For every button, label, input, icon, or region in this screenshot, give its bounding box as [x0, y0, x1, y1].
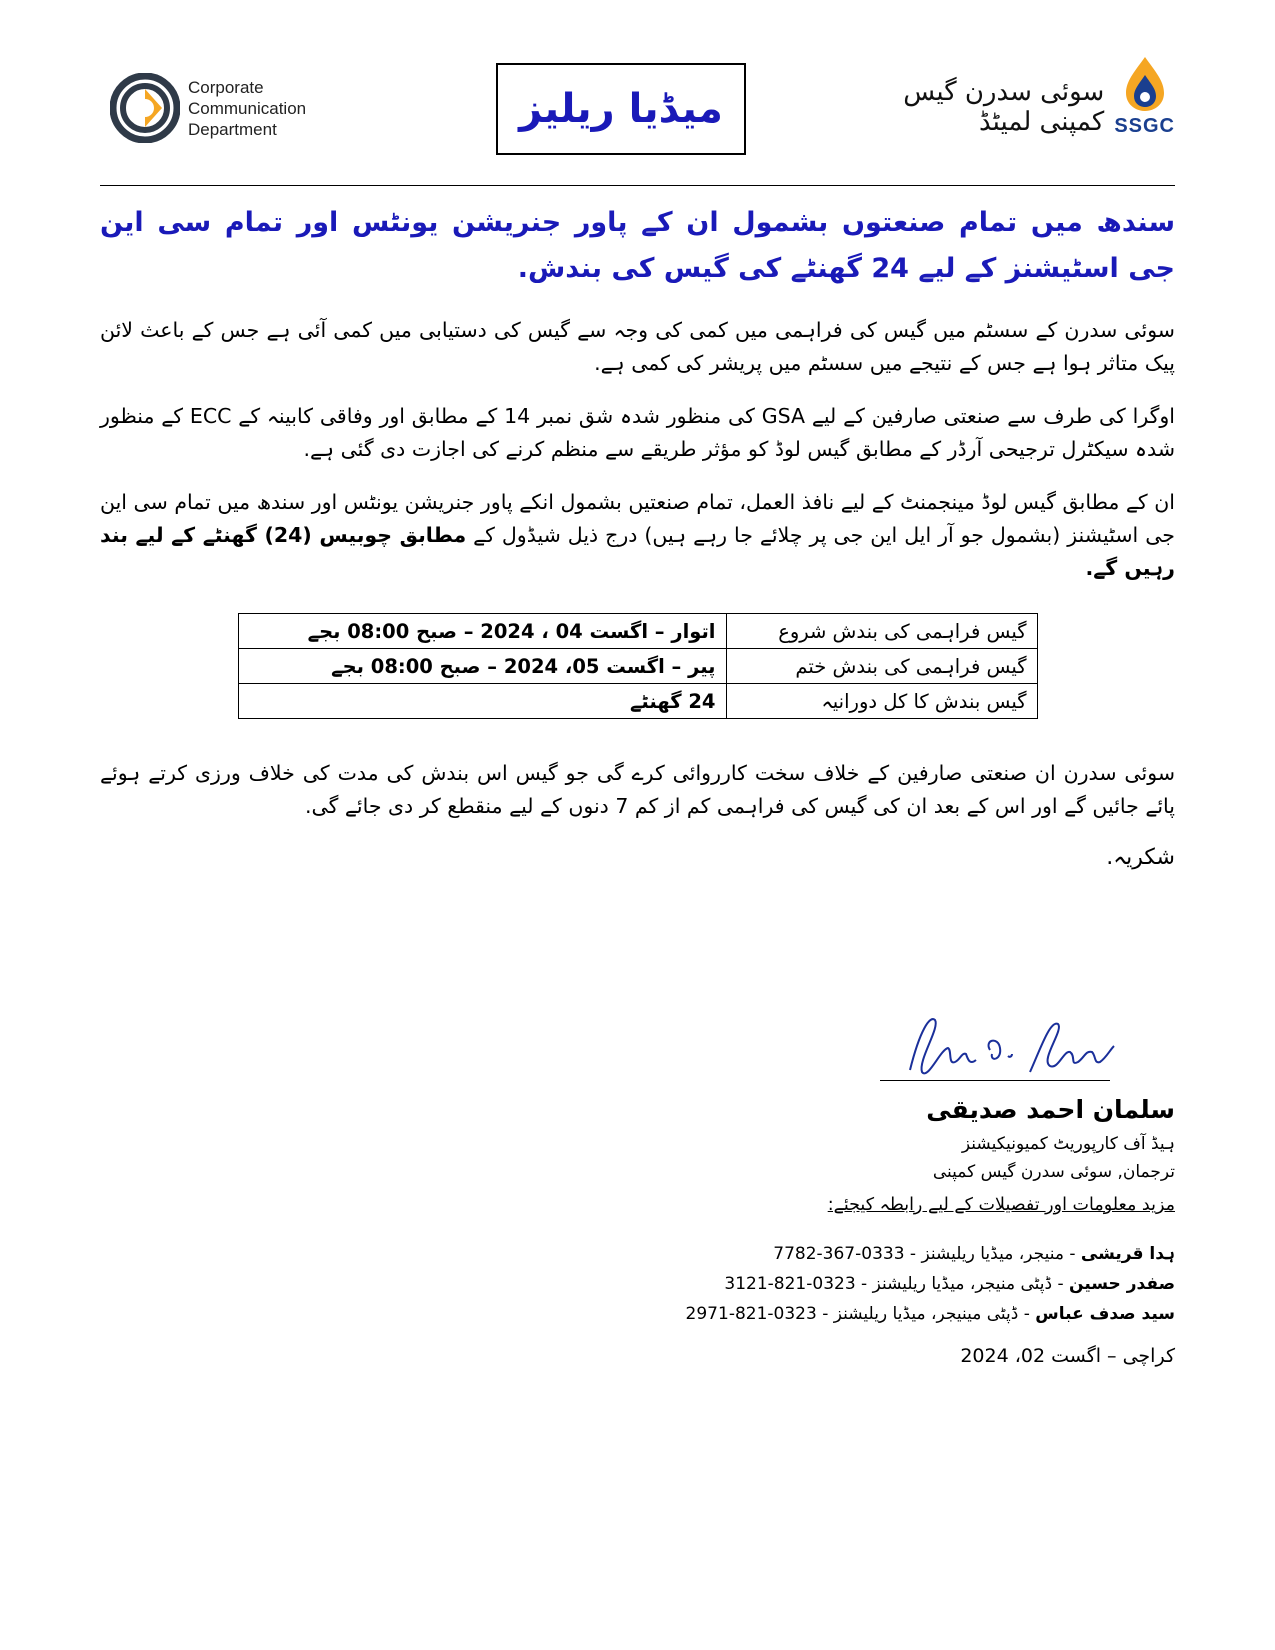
dateline: کراچی – اگست 02، 2024 [960, 1345, 1175, 1367]
contact-details: - ڈپٹی مینیجر، میڈیا ریلیشنز - 0323-821-2971 [685, 1304, 1036, 1324]
contact-details: - منیجر، میڈیا ریلیشنز - 0333-367-7782 [773, 1244, 1081, 1264]
schedule-value: اتوار – اگست 04 ، 2024 – صبح 08:00 بجے [238, 614, 726, 649]
paragraph-3 [100, 486, 1175, 585]
ccd-logo [110, 73, 306, 143]
contact-name: ہدا قریشی [1080, 1244, 1175, 1264]
letterhead [100, 55, 1175, 165]
schedule-table [238, 613, 1038, 719]
dept-line-2: Communication [188, 98, 307, 118]
closing-thanks: شکریہ. [1106, 845, 1175, 870]
contact-name: سید صدف عباس [1035, 1304, 1175, 1324]
list-item [686, 1269, 1175, 1299]
flame-icon [1120, 55, 1170, 113]
signatory-title-2: ترجمان, سوئی سدرن گیس کمپنی [932, 1162, 1175, 1182]
company-urdu-line-1: سوئی سدرن گیس [903, 77, 1105, 107]
company-urdu-line-2: کمپنی لمیٹڈ [978, 107, 1105, 137]
list-item [686, 1239, 1175, 1269]
press-release-body [100, 200, 1175, 870]
schedule-label: گیس فراہمی کی بندش شروع [726, 614, 1037, 649]
schedule-label: گیس بندش کا کل دورانیہ [726, 684, 1037, 719]
paragraph-4: سوئی سدرن ان صنعتی صارفین کے خلاف سخت کارروائی کرے گی جو گیس اس بندش کی مدت کی خلاف ورزی کرتے ہوئے پائے جائیں گے اور اس کے بعد ان کی گیس کی فراہمی کم از کم 7 دنوں کے لیے منقطع کر دی جائے گی. [100, 761, 1175, 818]
contact-name: صفدر حسین [1069, 1274, 1175, 1294]
dept-line-3: Department [188, 119, 277, 139]
signatory-block [926, 1090, 1175, 1186]
list-item [686, 1299, 1175, 1329]
media-release-box [496, 63, 746, 155]
table-row [238, 649, 1037, 684]
paragraph-3-bold: مطابق چوبیس (24) گھنٹے کے لیے بند رہیں گے. [100, 523, 1175, 580]
signatory-title-1: ہیڈ آف کارپوریٹ کمیونیکیشنز [961, 1134, 1175, 1154]
header-divider [100, 185, 1175, 186]
table-row [238, 684, 1037, 719]
paragraph-3-text: ان کے مطابق گیس لوڈ مینجمنٹ کے لیے نافذ العمل، تمام صنعتیں بشمول انکے پاور جنریشن یونٹس اور سندھ میں تمام سی این جی اسٹیشنز (بشمول جو آر ایل این جی پر چلائے جا رہے ہیں) درج ذیل شیڈول کے [100, 490, 1175, 547]
signature-underline [880, 1080, 1110, 1081]
ssgc-logo [903, 55, 1175, 138]
paragraph-1: سوئی سدرن کے سسٹم میں گیس کی فراہمی میں کمی کی وجہ سے گیس کی دستیابی میں کمی آئی ہے جس کے باعث لائن پیک متاثر ہوا ہے جس کے نتیجے میں سسٹم میں پریشر کی کمی ہے. [100, 318, 1175, 375]
schedule-label: گیس فراہمی کی بندش ختم [726, 649, 1037, 684]
ccd-emblem-icon [110, 73, 180, 143]
contacts-heading: مزید معلومات اور تفصیلات کے لیے رابطہ کیجئے: [827, 1195, 1175, 1215]
company-abbr: SSGC [1114, 115, 1175, 137]
headline: سندھ میں تمام صنعتوں بشمول ان کے پاور جنریشن یونٹس اور تمام سی این جی اسٹیشنز کے لیے 24 گھنٹے کی گیس کی بندش. [100, 207, 1175, 284]
schedule-value: پیر – اگست 05، 2024 – صبح 08:00 بجے [238, 649, 726, 684]
contact-details: - ڈپٹی منیجر، میڈیا ریلیشنز - 0323-821-3121 [724, 1274, 1070, 1294]
signatory-name: سلمان احمد صدیقی [926, 1095, 1175, 1124]
signature-image [900, 1010, 1120, 1085]
contacts-block [686, 1195, 1175, 1329]
dept-line-1: Corporate [188, 77, 264, 97]
schedule-value: 24 گھنٹے [238, 684, 726, 719]
media-release-title: میڈیا ریلیز [519, 86, 723, 132]
paragraph-2: اوگرا کی طرف سے صنعتی صارفین کے لیے GSA کی منظور شدہ شق نمبر 14 کے مطابق اور وفاقی کابینہ کے ECC کے منظور شدہ سیکٹرل ترجیحی آرڈر کے مطابق گیس لوڈ کو مؤثر طریقے سے منظم کرنے کی اجازت دی گئی ہے. [100, 404, 1175, 461]
table-row [238, 614, 1037, 649]
